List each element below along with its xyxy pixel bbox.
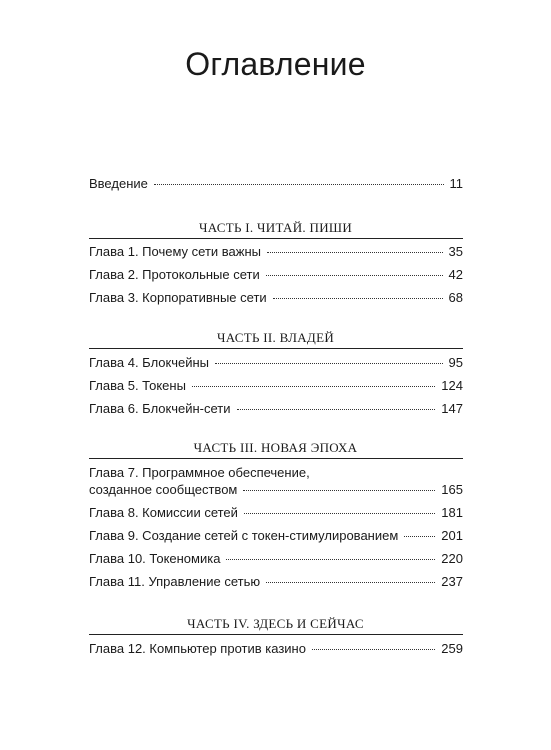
dot-leader <box>266 274 443 276</box>
page-number: 181 <box>441 505 463 520</box>
toc-entry[interactable] <box>89 377 463 394</box>
entry-label-continued: созданное сообществом <box>89 482 238 497</box>
dot-leader <box>267 251 443 253</box>
toc-entry[interactable] <box>89 527 463 544</box>
entry-label: Глава 8. Комиссии сетей <box>89 505 238 520</box>
dot-leader <box>243 489 435 491</box>
dot-leader <box>226 558 435 560</box>
entry-label: Глава 9. Создание сетей с токен-стимулированием <box>89 528 399 543</box>
dot-leader <box>273 297 443 299</box>
divider <box>89 238 463 239</box>
entry-label: Глава 6. Блокчейн-сети <box>89 401 231 416</box>
divider <box>89 634 463 635</box>
page-number: 237 <box>441 574 463 589</box>
entry-label: Глава 10. Токеномика <box>89 551 221 566</box>
page-title: Оглавление <box>185 46 366 82</box>
part-heading: ЧАСТЬ II. ВЛАДЕЙ <box>216 330 335 345</box>
page-number: 147 <box>441 401 463 416</box>
toc-entry[interactable] <box>89 550 463 567</box>
dot-leader <box>154 183 444 185</box>
page-number: 11 <box>449 176 463 191</box>
part-4-chapters <box>89 640 463 657</box>
part-3-chapters <box>89 464 463 590</box>
toc-entry[interactable] <box>89 573 463 590</box>
part-1-chapters <box>89 243 463 306</box>
page-number: 35 <box>448 244 463 259</box>
part-heading: ЧАСТЬ IV. ЗДЕСЬ И СЕЙЧАС <box>187 616 364 631</box>
toc-entry[interactable] <box>89 266 463 283</box>
toc-entry[interactable] <box>89 504 463 521</box>
entry-label: Глава 3. Корпоративные сети <box>89 290 267 305</box>
toc-entry[interactable] <box>89 464 463 498</box>
page-number: 124 <box>441 378 463 393</box>
toc-entry[interactable] <box>89 400 463 417</box>
dot-leader <box>404 535 435 537</box>
entry-label: Глава 1. Почему сети важны <box>89 244 262 259</box>
part-2-chapters <box>89 354 463 417</box>
page-number: 201 <box>441 528 463 543</box>
page-number: 259 <box>441 641 463 656</box>
page-number: 220 <box>441 551 463 566</box>
entry-label: Введение <box>89 176 148 191</box>
entry-label: Глава 12. Компьютер против казино <box>89 641 306 656</box>
toc-entry[interactable] <box>89 289 463 306</box>
toc-entry[interactable] <box>89 640 463 657</box>
dot-leader <box>266 581 435 583</box>
entry-label: Глава 11. Управление сетью <box>89 574 261 589</box>
part-heading: ЧАСТЬ I. ЧИТАЙ. ПИШИ <box>198 220 353 235</box>
entry-label: Глава 7. Программное обеспечение, <box>89 465 310 480</box>
toc-entry[interactable] <box>89 243 463 260</box>
part-heading: ЧАСТЬ III. НОВАЯ ЭПОХА <box>193 440 358 455</box>
page-number: 68 <box>448 290 463 305</box>
toc-intro <box>89 175 463 192</box>
page-number: 95 <box>448 355 463 370</box>
divider <box>89 458 463 459</box>
entry-label: Глава 5. Токены <box>89 378 186 393</box>
dot-leader <box>237 408 436 410</box>
page-number: 165 <box>441 482 463 497</box>
divider <box>89 348 463 349</box>
dot-leader <box>192 385 435 387</box>
entry-label: Глава 4. Блокчейны <box>89 355 210 370</box>
page-number: 42 <box>448 267 463 282</box>
dot-leader <box>215 362 443 364</box>
dot-leader <box>312 648 435 650</box>
toc-entry[interactable] <box>89 175 463 192</box>
entry-label: Глава 2. Протокольные сети <box>89 267 260 282</box>
toc-entry[interactable] <box>89 354 463 371</box>
dot-leader <box>244 512 435 514</box>
